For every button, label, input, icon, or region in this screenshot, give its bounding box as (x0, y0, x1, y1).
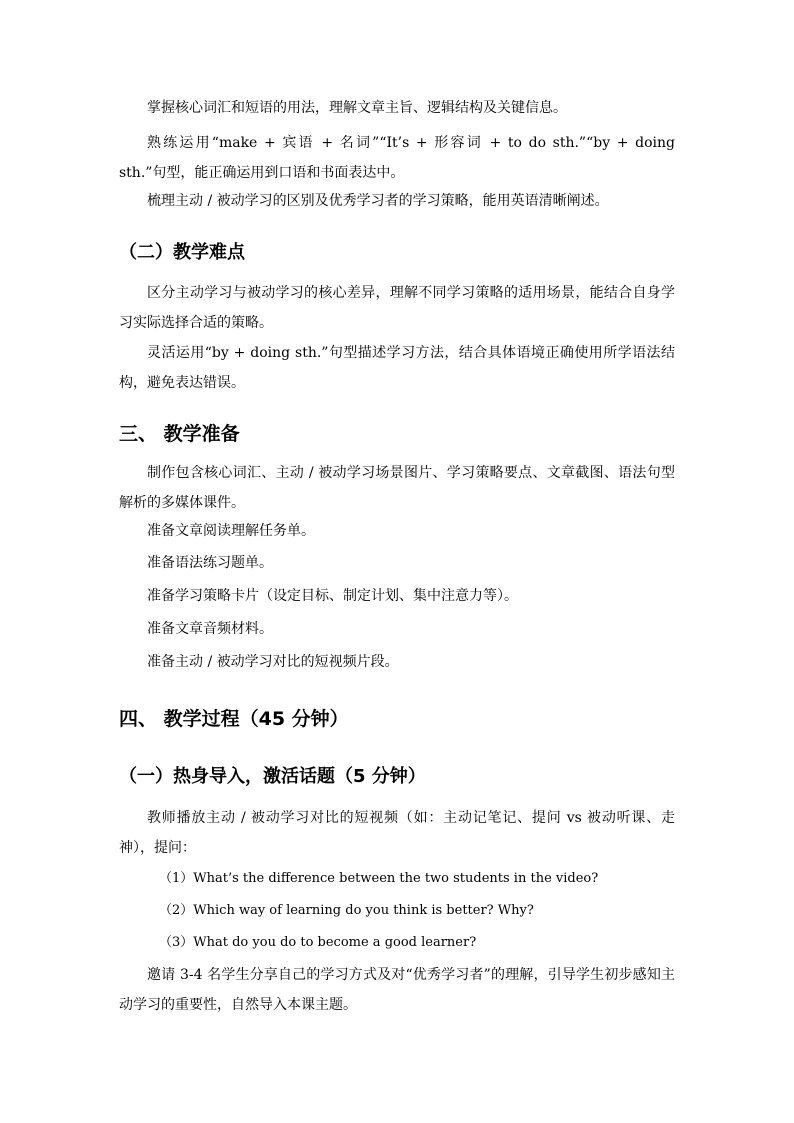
heading-teaching-preparation: 三、 教学准备 (119, 423, 240, 445)
heading-warmup: （一）热身导入，激活话题（5 分钟） (119, 766, 426, 787)
prep-item-5: 准备文章音频材料。 (147, 621, 273, 637)
objective-paragraph-1: 掌握核心词汇和短语的用法，理解文章主旨、逻辑结构及关键信息。 (147, 100, 567, 116)
warmup-paragraph: 教师播放主动 / 被动学习对比的短视频（如：主动记笔记、提问 vs 被动听课、走神），提问： (119, 810, 675, 856)
heading-teaching-process: 四、 教学过程（45 分钟） (119, 708, 349, 730)
prep-item-3: 准备语法练习题单。 (147, 555, 273, 571)
objective-paragraph-3: 梳理主动 / 被动学习的区别及优秀学习者的学习策略，能用英语清晰阐述。 (147, 193, 609, 209)
prep-item-4: 准备学习策略卡片（设定目标、制定计划、集中注意力等）。 (147, 588, 518, 604)
difficulty-paragraph-1: 区分主动学习与被动学习的核心差异，理解不同学习策略的适用场景，能结合自身学习实际选择合适的策略。 (119, 285, 675, 331)
warmup-closing-paragraph: 邀请 3-4 名学生分享自己的学习方式及对“优秀学习者”的理解，引导学生初步感知主动学习的重要性，自然导入本课主题。 (119, 967, 675, 1013)
question-1: （1）What’s the difference between the two students in the video? (159, 871, 599, 886)
heading-teaching-difficulties: （二）教学难点 (119, 242, 245, 263)
objective-paragraph-2: 熟练运用“make + 宾语 + 名词”“It’s + 形容词 + to do sth.”“by + doing sth.”句型，能正确运用到口语和书面表达中。 (119, 135, 675, 181)
prep-item-2: 准备文章阅读理解任务单。 (147, 523, 315, 539)
prep-item-1: 制作包含核心词汇、主动 / 被动学习场景图片、学习策略要点、文章截图、语法句型解析的多媒体课件。 (119, 465, 675, 511)
question-2: （2）Which way of learning do you think is better? Why? (159, 903, 534, 918)
question-3: （3）What do you do to become a good learner? (159, 935, 477, 950)
difficulty-paragraph-2: 灵活运用“by + doing sth.”句型描述学习方法，结合具体语境正确使用所学语法结构，避免表达错误。 (119, 345, 675, 391)
prep-item-6: 准备主动 / 被动学习对比的短视频片段。 (147, 654, 399, 670)
